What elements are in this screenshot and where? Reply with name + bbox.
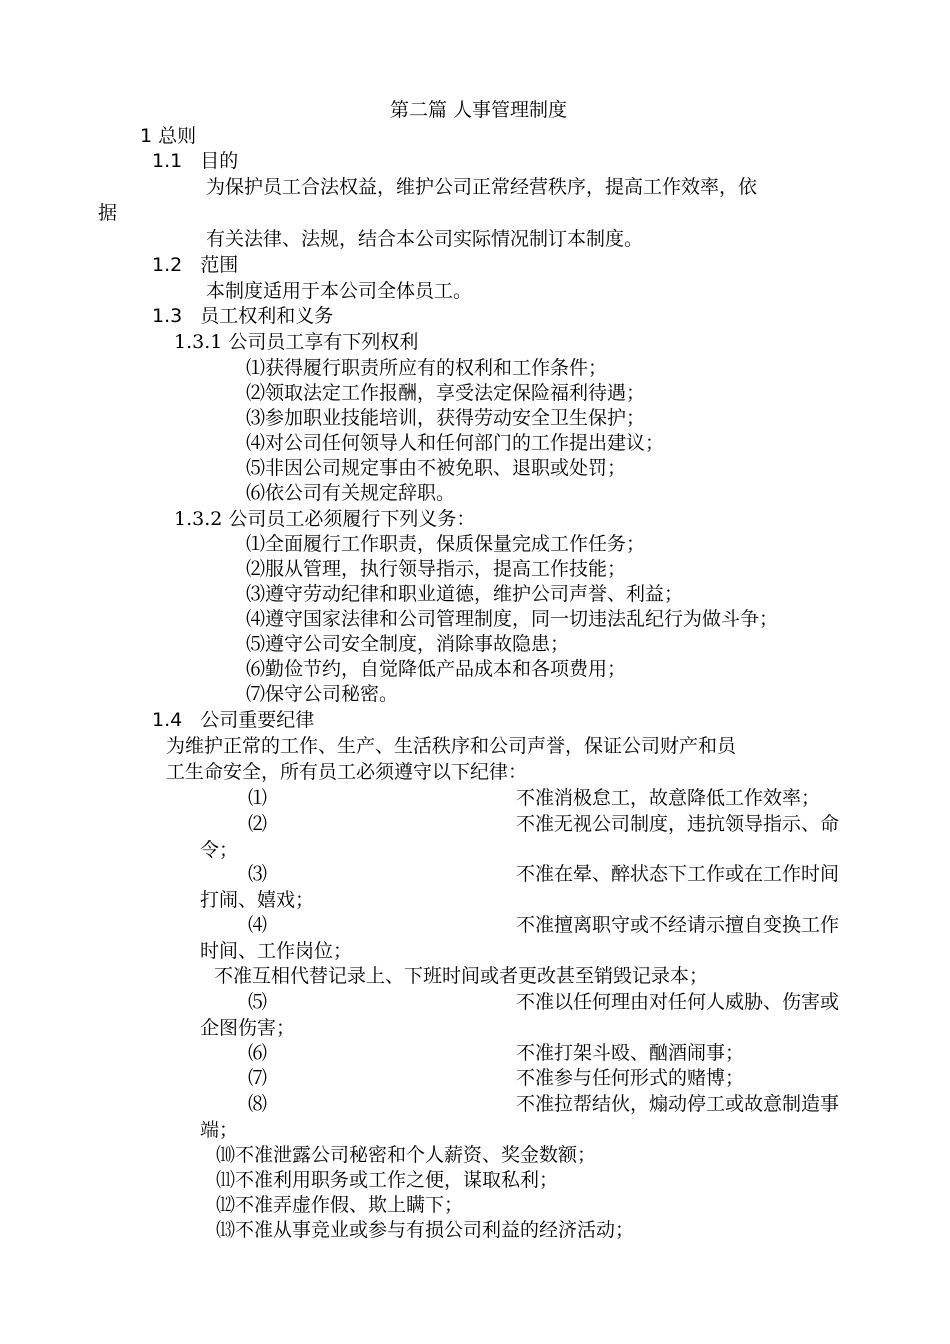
paragraph-line: 工生命安全，所有员工必须遵守以下纪律： [166,761,528,783]
list-item: ⑹勤俭节约，自觉降低产品成本和各项费用； [246,658,627,680]
rule-text: 不准拉帮结伙，煽动停工或故意制造事 [516,1093,840,1115]
list-item: ⑸遵守公司安全制度，消除事故隐患； [246,633,570,655]
rule-number: ⑴ [248,787,268,809]
rule-number: ⑸ [248,991,268,1013]
list-item: ⑸非因公司规定事由不被免职、退职或处罚； [246,457,627,479]
rule-number: ⑺ [248,1067,268,1089]
rule-number: ⑹ [248,1042,268,1064]
rule-number: ⑷ [248,914,268,936]
rule-number: ⑶ [248,863,268,885]
list-item: ⑶遵守劳动纪律和职业道德，维护公司声誉、利益； [246,583,684,605]
section-number: 1.4 [152,709,183,731]
paragraph-line: 有关法律、法规，结合本公司实际情况制订本制度。 [206,228,644,250]
rule-continuation: 端； [200,1119,239,1141]
section-number: 1.3 [152,305,183,327]
section-number: 1.1 [152,150,183,172]
paragraph-line: 据 [98,202,118,224]
subsection-heading: 1.3.2 公司员工必须履行下列义务： [174,508,476,530]
paragraph-line: 为维护正常的工作、生产、生活秩序和公司声誉，保证公司财产和员 [166,735,737,757]
section-1-4-heading [152,708,314,732]
rule-number: ⑵ [248,813,268,835]
rule-text: 不准在晕、醉状态下工作或在工作时间 [516,863,840,885]
section-1-heading: 1 总则 [140,125,197,147]
rule-continuation: 时间、工作岗位； [200,940,353,962]
rule-text: ⒀不准从事竞业或参与有损公司利益的经济活动； [216,1219,635,1241]
rule-text: 不准无视公司制度，违抗领导指示、命 [516,813,840,835]
list-item: ⑷遵守国家法律和公司管理制度，同一切违法乱纪行为做斗争； [246,608,779,630]
rule-text: 不准以任何理由对任何人威胁、伤害或 [516,991,840,1013]
subsection-heading: 1.3.1 公司员工享有下列权利 [174,331,419,353]
rule-text: 不准打架斗殴、酗酒闹事； [516,1042,745,1064]
list-item: ⑴全面履行工作职责，保质保量完成工作任务； [246,533,646,555]
rule-text: 不准参与任何形式的赌博； [516,1067,745,1089]
list-item: ⑷对公司任何领导人和任何部门的工作提出建议； [246,432,665,454]
section-1-1-heading [152,149,238,173]
rule-continuation: 打闹、嬉戏； [200,889,315,911]
section-title: 目的 [200,150,239,172]
list-item: ⑵领取法定工作报酬，享受法定保险福利待遇； [246,382,646,404]
list-item: ⑵服从管理，执行领导指示，提高工作技能； [246,558,627,580]
section-1-2-heading [152,253,238,277]
rule-number: ⑻ [248,1093,268,1115]
section-title: 范围 [200,254,239,276]
section-title: 员工权利和义务 [200,305,334,327]
paragraph-line: 为保护员工合法权益，维护公司正常经营秩序，提高工作效率，依 [206,176,758,198]
rule-text: ⑽不准泄露公司秘密和个人薪资、奖金数额； [216,1144,597,1166]
rule-text: 不准消极怠工，故意降低工作效率； [516,787,821,809]
rule-text: ⑾不准利用职务或工作之便，谋取私利； [216,1169,559,1191]
section-number: 1.2 [152,254,183,276]
section-title: 公司重要纪律 [200,709,315,731]
list-item: ⑶参加职业技能培训，获得劳动安全卫生保护； [246,407,646,429]
paragraph-line: 本制度适用于本公司全体员工。 [206,280,473,302]
document-title: 第二篇 人事管理制度 [390,99,568,121]
rule-text: ⑿不准弄虚作假、欺上瞒下； [216,1194,464,1216]
rule-text: 不准互相代替记录上、下班时间或者更改甚至销毁记录本； [214,965,709,987]
rule-continuation: 企图伤害； [200,1017,296,1039]
list-item: ⑹依公司有关规定辞职。 [246,482,456,504]
list-item: ⑺保守公司秘密。 [246,683,399,705]
list-item: ⑴获得履行职责所应有的权利和工作条件； [246,357,608,379]
rule-text: 不准擅离职守或不经请示擅自变换工作 [516,914,840,936]
rule-continuation: 令； [200,839,239,861]
section-1-3-heading [152,304,333,328]
